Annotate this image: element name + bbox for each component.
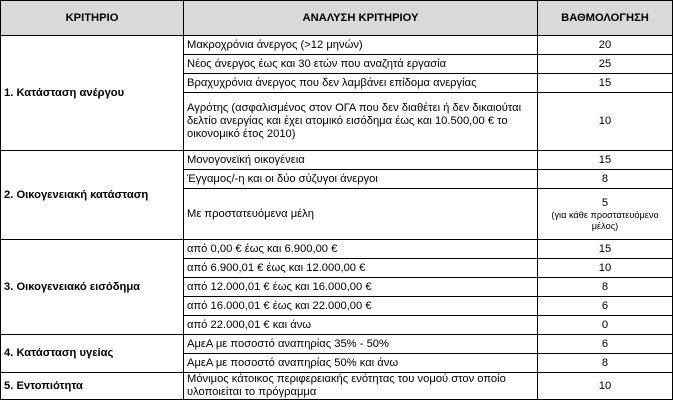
category-health-status: 4. Κατάσταση υγείας — [1, 335, 184, 373]
criterion-score: 10 — [538, 259, 673, 278]
table-row — [1, 373, 673, 400]
header-row — [1, 1, 673, 36]
table-row — [1, 36, 673, 55]
criterion-description: Βραχυχρόνια άνεργος που δεν λαμβάνει επίδομα ανεργίας — [184, 74, 538, 93]
criterion-score — [538, 189, 673, 240]
category-unemployment-status: 1. Κατάσταση ανέργου — [1, 36, 184, 151]
criterion-score: 25 — [538, 55, 673, 74]
criterion-score: 10 — [538, 373, 673, 400]
criterion-score: 0 — [538, 316, 673, 335]
category-family-status: 2. Οικογενειακή κατάσταση — [1, 151, 184, 240]
header-score: ΒΑΘΜΟΛΟΓΗΣΗ — [538, 1, 673, 36]
table-row — [1, 335, 673, 354]
criterion-score: 6 — [538, 335, 673, 354]
criterion-description: από 6.900,01 € έως και 12.000,00 € — [184, 259, 538, 278]
criterion-description: από 22.000,01 € και άνω — [184, 316, 538, 335]
criterion-score: 10 — [538, 93, 673, 151]
criterion-description: από 0,00 € έως και 6.900,00 € — [184, 240, 538, 259]
criterion-score: 15 — [538, 240, 673, 259]
category-family-income: 3. Οικογενειακό εισόδημα — [1, 240, 184, 335]
criterion-description: από 16.000,01 € έως και 22.000,00 € — [184, 297, 538, 316]
criterion-description: ΑμεΑ με ποσοστό αναπηρίας 50% και άνω — [184, 354, 538, 373]
category-locality: 5. Εντοπιότητα — [1, 373, 184, 400]
table-row — [1, 240, 673, 259]
criterion-score: 8 — [538, 170, 673, 189]
criterion-description: Μονογονεϊκή οικογένεια — [184, 151, 538, 170]
criterion-description: ΑμεΑ με ποσοστό αναπηρίας 35% - 50% — [184, 335, 538, 354]
header-analysis: ΑΝΑΛΥΣΗ ΚΡΙΤΗΡΙΟΥ — [184, 1, 538, 36]
criterion-score: 15 — [538, 151, 673, 170]
criterion-description: Με προστατευόμενα μέλη — [184, 189, 538, 240]
criterion-description: Αγρότης (ασφαλισμένος στον ΟΓΑ που δεν διαθέτει ή δεν δικαιούται δελτίο ανεργίας και έχει ατομικό εισόδημα έως και 10.500,00 € το οικονομικό έτος 2010) — [184, 93, 538, 151]
criterion-description: Μόνιμος κάτοικος περιφερειακής ενότητας του νομού στον οποίο υλοποιείται το πρόγραμμα — [184, 373, 538, 400]
criterion-description: από 12.000,01 € έως και 16.000,00 € — [184, 278, 538, 297]
score-value: 5 — [601, 196, 609, 209]
criterion-score: 8 — [538, 354, 673, 373]
criterion-description: Έγγαμος/-η και οι δύο σύζυγοι άνεργοι — [184, 170, 538, 189]
table-row — [1, 151, 673, 170]
criterion-score: 15 — [538, 74, 673, 93]
criterion-score: 20 — [538, 36, 673, 55]
criterion-score: 8 — [538, 278, 673, 297]
header-criterion: ΚΡΙΤΗΡΙΟ — [1, 1, 184, 36]
criterion-description: Μακροχρόνια άνεργος (>12 μηνών) — [184, 36, 538, 55]
score-note: (για κάθε προστατευόμενο μέλος) — [551, 209, 659, 231]
criterion-score: 6 — [538, 297, 673, 316]
criterion-description: Νέος άνεργος έως και 30 ετών που αναζητά εργασία — [184, 55, 538, 74]
